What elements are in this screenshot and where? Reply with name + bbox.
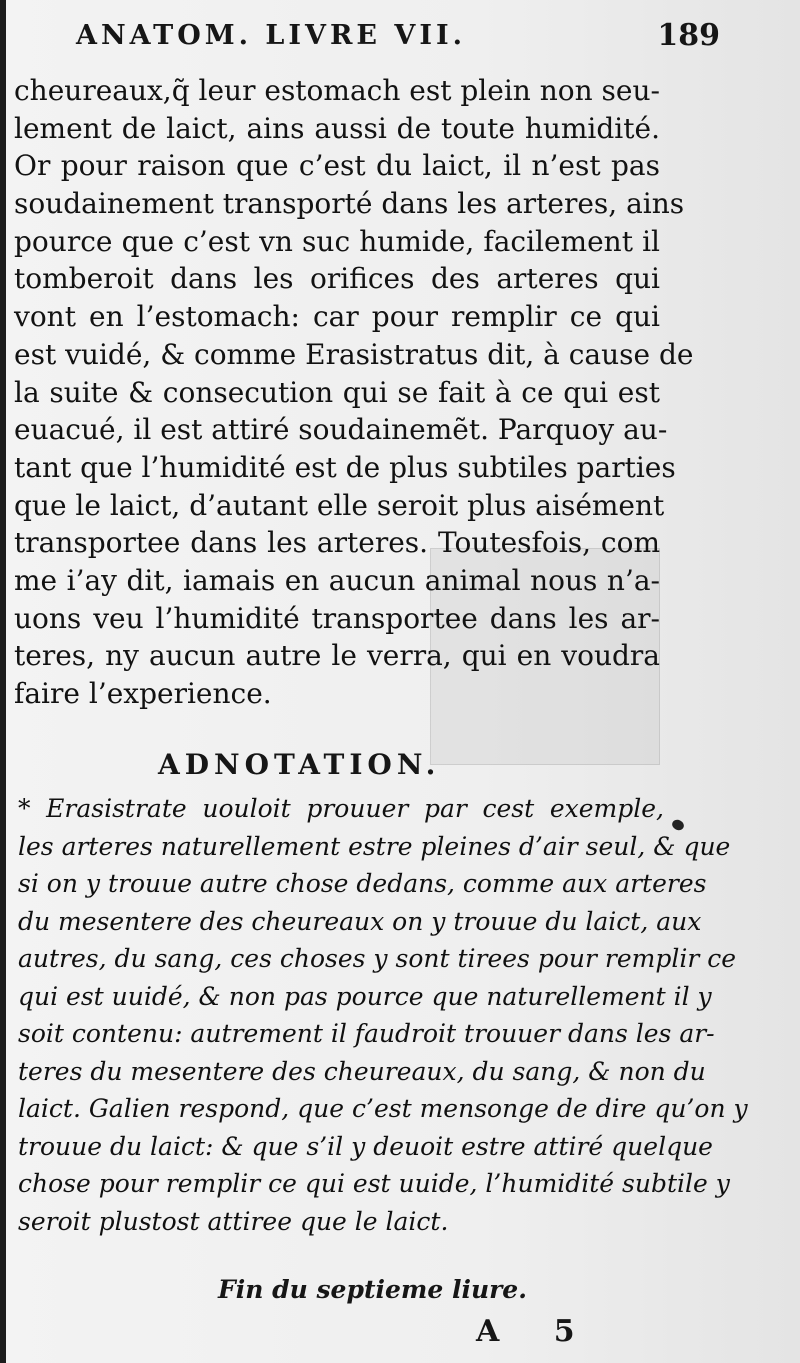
text-line: pource que c’est vn suc humide, facilement il: [14, 224, 660, 258]
text-line: soudainement transporté dans les arteres, ains: [14, 187, 685, 221]
annotation-line: soit contenu: autrement il faudroit trouuer dans les ar-: [18, 1019, 715, 1048]
text-line: que le laict, d’autant elle seroit plus aisément: [14, 488, 665, 522]
page-number: 189: [657, 18, 720, 53]
text-line: la suite & consecution qui se fait à ce qui est: [14, 375, 660, 409]
page-header: [70, 14, 730, 58]
text-line: Or pour raison que c’est du laict, il n’est pas: [14, 149, 660, 183]
signature-mark: A 5: [476, 1314, 597, 1349]
show-through-margin-notes: [672, 470, 792, 610]
ink-speck: [670, 818, 685, 832]
annotation-line: du mesentere des cheureaux on y trouue du laict, aux: [18, 906, 702, 936]
annotation-heading: ADNOTATION.: [158, 748, 441, 781]
text-line: est vuidé, & comme Erasistratus dit, à cause de: [14, 337, 694, 371]
text-line: faire l’experience.: [14, 677, 272, 710]
page-gutter-shadow: [0, 0, 6, 1363]
text-line: cheureaux,q̃ leur estomach est plein non seu-: [14, 74, 660, 107]
annotation-line: trouue du laict: & que s’il y deuoit estre attiré quelque: [18, 1131, 713, 1161]
annotation-line: si on y trouue autre chose dedans, comme aux arteres: [18, 869, 707, 898]
annotation-line: les arteres naturellement estre pleines d’air seul, & que: [18, 831, 731, 861]
annotation-line: chose pour remplir ce qui est uuide, l’humidité subtile y: [18, 1169, 730, 1198]
annotation-line: qui est uuidé, & non pas pource que naturellement il y: [18, 981, 712, 1011]
main-text-block: [14, 72, 694, 713]
text-line: transportee dans les arteres. Toutesfois, com: [14, 526, 660, 560]
annotation-line: teres du mesentere des cheureaux, du sang, & non du: [18, 1056, 706, 1086]
text-line: lement de laict, ains aussi de toute humidité.: [14, 111, 660, 145]
closing-line: Fin du septieme liure.: [218, 1275, 527, 1304]
annotation-text-block: [18, 790, 748, 1240]
text-line: teres, ny aucun autre le verra, qui en voudra: [14, 639, 660, 673]
annotation-line: laict. Galien respond, que c’est mensonge de dire qu’on y: [18, 1094, 748, 1123]
annotation-line: seroit plustost attiree que le laict.: [18, 1206, 449, 1236]
annotation-line: * Erasistrate uouloit prouuer par cest exemple,: [18, 794, 664, 823]
text-line: tomberoit dans les orifices des arteres qui: [14, 262, 660, 296]
running-title: ANATOM. LIVRE VII.: [76, 20, 466, 51]
text-line: me i’ay dit, iamais en aucun animal nous n’a-: [14, 563, 660, 597]
text-line: vont en l’estomach: car pour remplir ce qui: [14, 300, 660, 334]
annotation-line: autres, du sang, ces choses y sont tirees pour remplir ce: [18, 944, 737, 973]
text-line: uons veu l’humidité transportee dans les ar-: [14, 601, 660, 635]
text-line: euacué, il est attiré soudainemẽt. Parquoy au-: [14, 413, 668, 447]
text-line: tant que l’humidité est de plus subtiles parties: [14, 450, 676, 484]
